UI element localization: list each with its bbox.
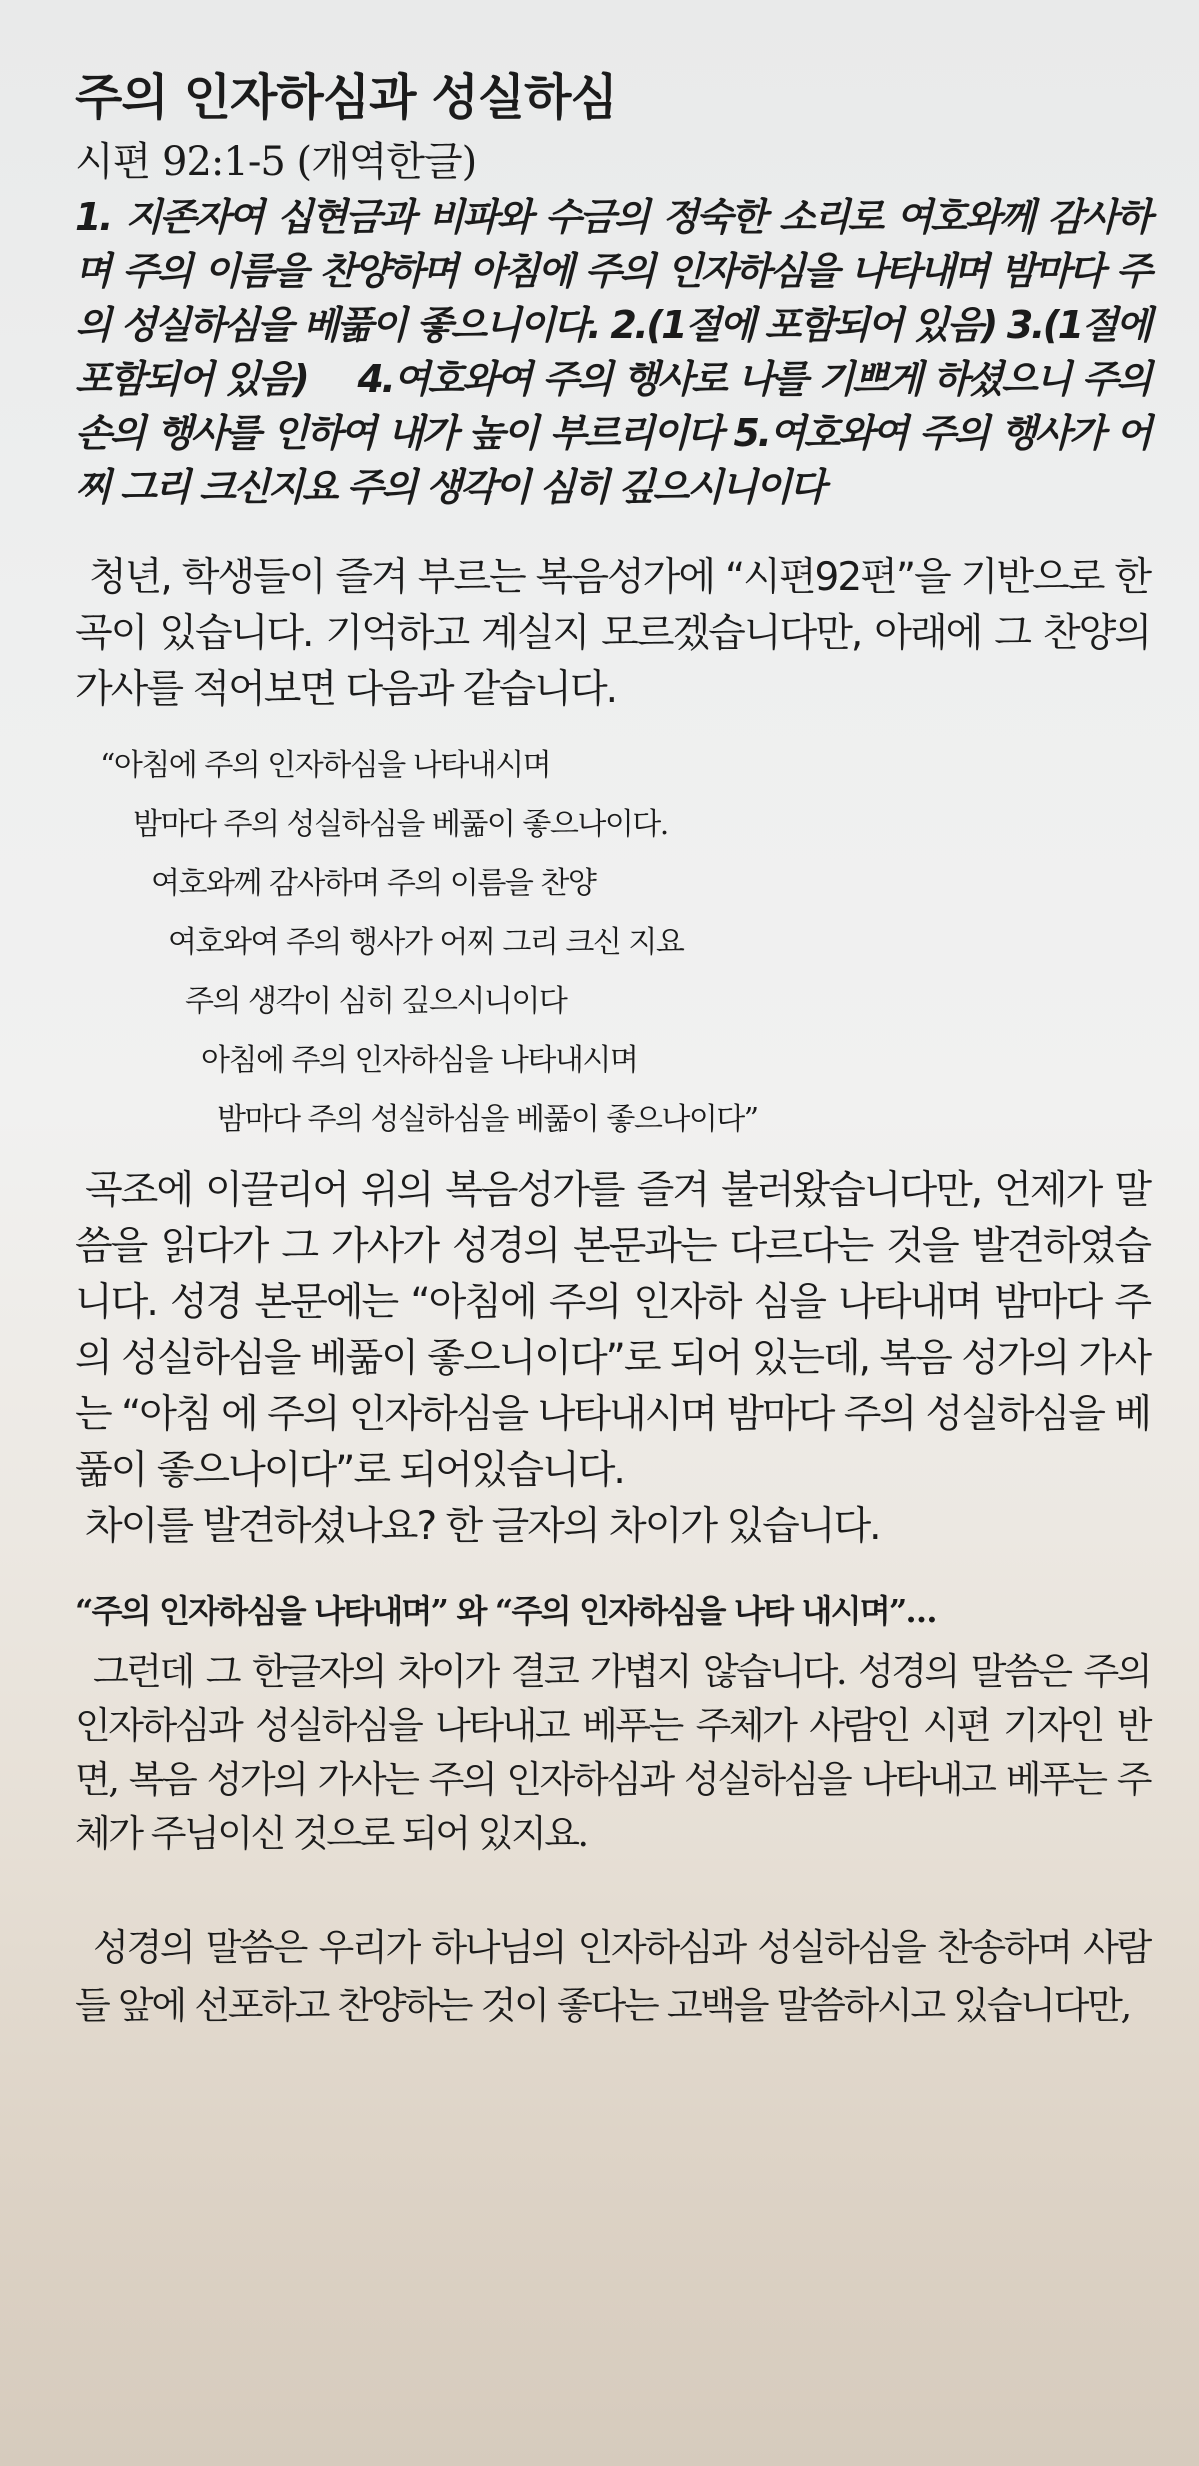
question-line: 차이를 발견하셨나요? 한 글자의 차이가 있습니다. [85, 1504, 880, 1549]
lyric-line: 밤마다 주의 성실하심을 베풂이 좋으나이다” [217, 1102, 758, 1137]
lyric-line: 여호와여 주의 행사가 어찌 그리 크신 지요 [168, 925, 684, 960]
closing-paragraph: 성경의 말씀은 우리가 하나님의 인자하심과 성실하심을 찬송하며 사람들 앞에 선포하고 찬양하는 것이 좋다는 고백을 말씀하시고 있습니다만, [75, 1926, 1150, 2027]
discovery-paragraph: 곡조에 이끌리어 위의 복음성가를 즐겨 불러왔습니다만, 언제가 말씀을 읽다가 그 가사가 성경의 본문과는 다르다는 것을 발견하였습니다. 성경 본문에는 “아침에 주의 인자하 심을 나타내며 밤마다 주의 성실하심을 베풂이 좋으니이다”로 되어 있는데, 복음 성가의 가사는 “아침 에 주의 인자하심을 나타내시며 밤마다 주의 성실하심을 베풂이 좋으나이다”로 되어있습니다. [75, 1168, 1150, 1493]
lyric-line: 주의 생각이 심히 깊으시니이다 [185, 984, 567, 1019]
article-title: 주의 인자하심과 성실하심 [75, 69, 617, 126]
lyric-line: 밤마다 주의 성실하심을 베풂이 좋으나이다. [133, 807, 668, 842]
lyric-line: “아침에 주의 인자하심을 나타내시며 [100, 748, 551, 783]
intro-paragraph: 청년, 학생들이 즐겨 부르는 복음성가에 “시편92편”을 기반으로 한 곡이 있습니다. 기억하고 계실지 모르겠습니다만, 아래에 그 찬양의 가사를 적어보면 다음과 같습니다. [75, 555, 1150, 712]
comparison-line: “주의 인자하심을 나타내며” 와 “주의 인자하심을 나타 내시며”… [75, 1592, 936, 1630]
scripture-verse-text: 1. 지존자여 십현금과 비파와 수금의 정숙한 소리로 여호와께 감사하며 주의 이름을 찬양하며 아침에 주의 인자하심을 나타내며 밤마다 주의 성실하심을 베풂이 좋으니이다. 2.(1절에 포함되어 있음) 3.(1절에 포함되어 있음) 4.여호와여 주의 행사로 나를 기쁘게 하셨으니 주의 손의 행사를 인하여 내가 높이 부르리이다 5.여호와여 주의 행사가 어찌 그리 크신지요 주의 생각이 심히 깊으시니이다 [75, 195, 1150, 509]
article [75, 62, 1150, 2035]
lyric-line: 여호와께 감사하며 주의 이름을 찬양 [151, 866, 596, 901]
explanation-paragraph: 그런데 그 한글자의 차이가 결코 가볍지 않습니다. 성경의 말씀은 주의 인자하심과 성실하심을 나타내고 베푸는 주체가 사람인 시편 기자인 반면, 복음 성가의 가사는 주의 인자하심과 성실하심을 나타내고 베푸는 주체가 주님이신 것으로 되어 있지요. [75, 1650, 1150, 1855]
lyric-line: 아침에 주의 인자하심을 나타내시며 [201, 1043, 638, 1078]
song-lyrics [75, 736, 1150, 1149]
scripture-reference: 시편 92:1-5 (개역한글) [75, 139, 477, 185]
